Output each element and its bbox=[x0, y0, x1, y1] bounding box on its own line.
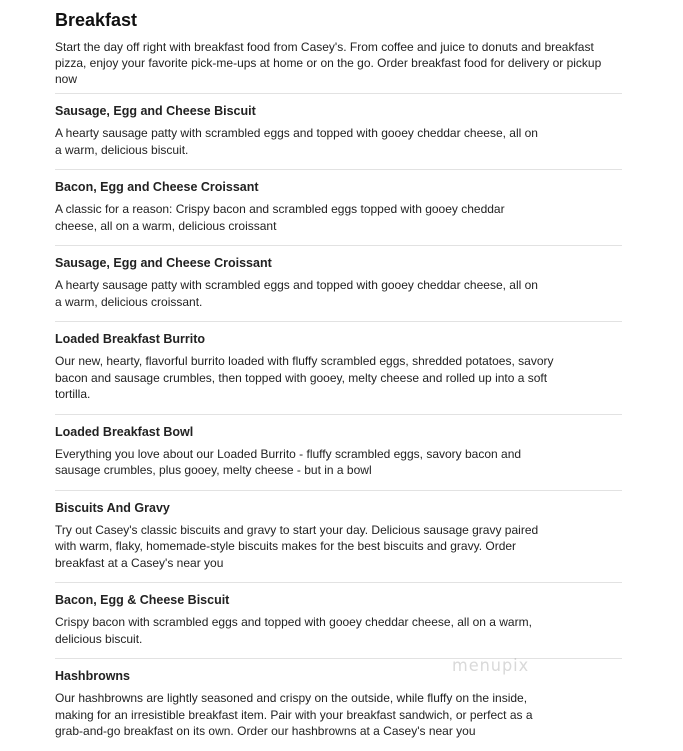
section-intro: Start the day off right with breakfast food from Casey's. From coffee and juice to donuts and breakfast pizza, enjoy your favorite pick-me-ups at home or on the go. Order breakfast food for delivery or pickup now bbox=[55, 40, 602, 86]
menu-item-name[interactable]: Loaded Breakfast Burrito bbox=[55, 332, 206, 346]
breakfast-section bbox=[55, 0, 622, 751]
menu-item-list bbox=[55, 93, 622, 751]
menu-item-description: A hearty sausage patty with scrambled eggs and topped with gooey cheddar cheese, all on a warm, delicious croissant. bbox=[55, 278, 538, 309]
menu-item-name[interactable]: Sausage, Egg and Cheese Biscuit bbox=[55, 104, 256, 118]
menu-item[interactable] bbox=[55, 582, 622, 658]
watermark-logo: menupix bbox=[452, 656, 530, 676]
menu-item-description: Our hashbrowns are lightly seasoned and crispy on the outside, while fluffy on the inside, making for an irresistible breakfast item. Pair with your breakfast sandwich, or perfect as a grab-and-go breakfast on its own. Order our hashbrowns at a Casey's near you bbox=[55, 691, 533, 738]
menu-item[interactable] bbox=[55, 245, 622, 321]
menu-item-description: A hearty sausage patty with scrambled eggs and topped with gooey cheddar cheese, all on a warm, delicious biscuit. bbox=[55, 126, 538, 157]
menu-item-description: Our new, hearty, flavorful burrito loaded with fluffy scrambled eggs, shredded potatoes, savory bacon and sausage crumbles, then topped with gooey, melty cheese and rolled up into a soft tortilla. bbox=[55, 354, 554, 401]
menu-item[interactable] bbox=[55, 169, 622, 245]
menu-item[interactable] bbox=[55, 93, 622, 169]
menu-item-name[interactable]: Loaded Breakfast Bowl bbox=[55, 424, 194, 439]
page-title: Breakfast bbox=[55, 10, 138, 30]
menu-item-name[interactable]: Biscuits And Gravy bbox=[55, 500, 170, 515]
menu-item[interactable] bbox=[55, 490, 622, 583]
menu-item-description: A classic for a reason: Crispy bacon and scrambled eggs topped with gooey cheddar cheese, all on a warm, delicious croissant bbox=[55, 202, 505, 233]
menu-item-name[interactable]: Hashbrowns bbox=[55, 669, 131, 683]
menu-item-description: Everything you love about our Loaded Burrito - fluffy scrambled eggs, savory bacon and sausage crumbles, plus gooey, melty cheese - but in a bowl bbox=[55, 446, 522, 477]
menu-item-description: Crispy bacon with scrambled eggs and topped with gooey cheddar cheese, all on a warm, delicious biscuit. bbox=[55, 615, 532, 646]
menu-item-name[interactable]: Sausage, Egg and Cheese Croissant bbox=[55, 256, 272, 270]
menu-item-name[interactable]: Bacon, Egg and Cheese Croissant bbox=[55, 180, 259, 194]
menu-item[interactable] bbox=[55, 321, 622, 414]
menu-item-description: Try out Casey's classic biscuits and gravy to start your day. Delicious sausage gravy paired with warm, flaky, homemade-style biscuits makes for the best biscuits and gravy. Order breakfast at a Casey's near you bbox=[55, 522, 539, 570]
menu-item[interactable] bbox=[55, 658, 622, 751]
menu-item[interactable] bbox=[55, 414, 622, 490]
menu-item-name[interactable]: Bacon, Egg & Cheese Biscuit bbox=[55, 593, 230, 607]
